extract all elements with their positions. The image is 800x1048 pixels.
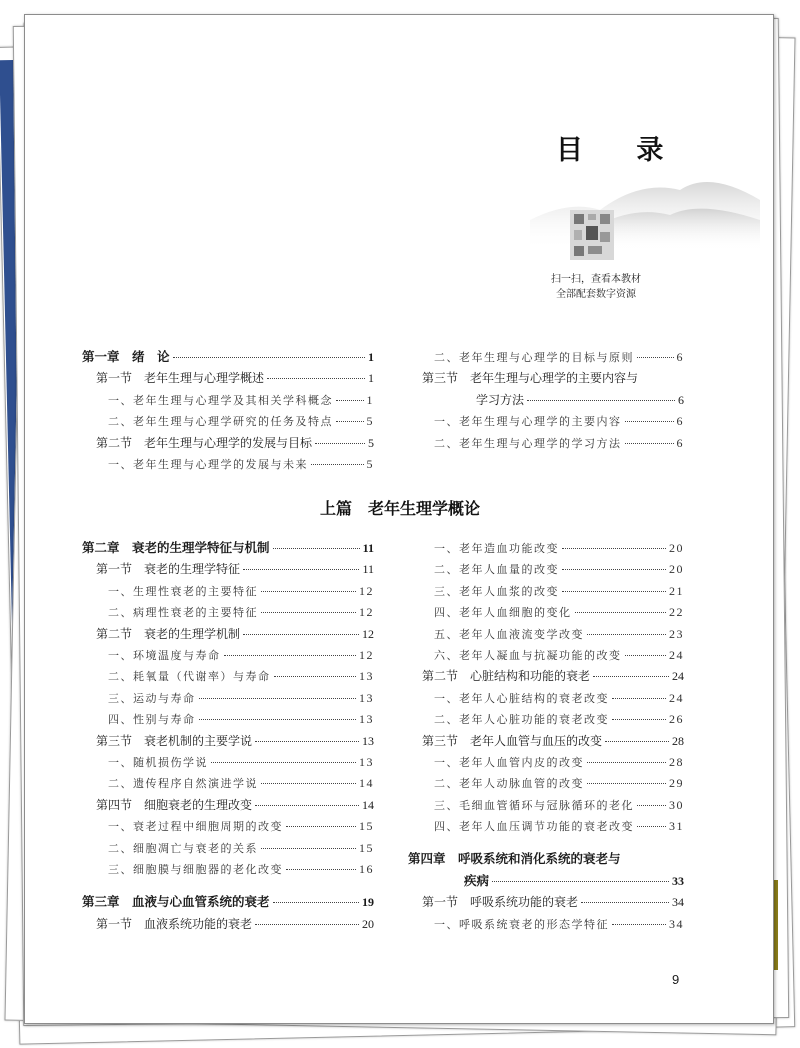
toc-page-number: 15 — [359, 819, 374, 834]
leader-dots — [336, 421, 364, 422]
toc-page-number: 6 — [676, 350, 684, 364]
toc-entry-title: 六、老年人凝血与抗凝功能的改变 — [434, 649, 622, 662]
toc-page-number: 11 — [362, 541, 374, 555]
page-title: 目 录 — [556, 135, 686, 166]
leader-dots — [273, 548, 360, 549]
qr-caption — [536, 272, 656, 302]
toc-entry[interactable] — [434, 580, 684, 602]
toc-entry-title: 第三节 老年人血管与血压的改变 — [422, 733, 603, 748]
toc-entry-title: 二、老年生理与心理学研究的任务及特点 — [108, 415, 333, 429]
toc-entry-title: 二、耗氧量（代谢率）与寿命 — [108, 670, 271, 684]
toc-page-number: 13 — [359, 690, 374, 705]
toc-entry-continuation[interactable] — [476, 389, 684, 411]
toc-entry[interactable] — [422, 665, 684, 687]
toc-entry[interactable] — [108, 410, 374, 432]
leader-dots — [311, 464, 364, 465]
toc-entry-title: 四、老年人血细胞的变化 — [434, 606, 572, 620]
toc-page-number: 20 — [669, 541, 684, 555]
leader-dots — [255, 805, 359, 806]
qr-code-icon[interactable] — [570, 210, 614, 260]
toc-entry-title: 二、老年人动脉血管的改变 — [434, 777, 584, 791]
toc-entry[interactable] — [108, 772, 374, 794]
toc-page-number: 13 — [362, 733, 374, 748]
leader-dots — [587, 634, 666, 635]
leader-dots — [562, 548, 666, 549]
leader-dots — [593, 676, 669, 677]
toc-entry-title: 第一节 呼吸系统功能的衰老 — [422, 895, 579, 910]
leader-dots — [261, 612, 356, 613]
toc-entry[interactable] — [434, 794, 684, 816]
toc-entry[interactable] — [96, 432, 374, 454]
toc-entry[interactable] — [434, 772, 684, 794]
toc-entry[interactable] — [434, 537, 684, 559]
toc-page-number: 6 — [676, 435, 684, 450]
toc-page-number: 34 — [669, 916, 684, 931]
toc-entry-title: 第四章 呼吸系统和消化系统的衰老与 — [408, 851, 621, 867]
toc-page-number: 6 — [678, 392, 684, 407]
leader-dots — [612, 924, 666, 925]
toc-entry[interactable] — [96, 794, 374, 816]
toc-page-number: 12 — [359, 583, 374, 598]
toc-entry-title: 三、细胞膜与细胞器的老化改变 — [108, 863, 283, 876]
toc-page-number: 13 — [359, 669, 374, 684]
toc-entry-title: 第一节 衰老的生理学特征 — [96, 562, 241, 577]
toc-page-number: 28 — [669, 755, 684, 769]
toc-entry-title: 四、老年人血压调节功能的衰老改变 — [434, 820, 634, 834]
toc-page-number: 19 — [362, 895, 374, 910]
toc-entry[interactable] — [434, 815, 684, 837]
leader-dots — [261, 783, 356, 784]
toc-page-number: 13 — [359, 755, 374, 769]
toc-entry[interactable] — [96, 730, 374, 752]
toc-entry[interactable] — [82, 891, 374, 913]
toc-entry-title: 二、老年人心脏功能的衰老改变 — [434, 713, 609, 727]
leader-dots — [605, 741, 669, 742]
toc-entry[interactable] — [96, 558, 374, 580]
toc-page-number: 14 — [359, 776, 374, 791]
toc-entry[interactable] — [434, 346, 684, 368]
toc-page-number: 6 — [676, 414, 684, 429]
toc-entry[interactable] — [434, 751, 684, 773]
toc-entry[interactable] — [108, 580, 374, 602]
toc-page-number: 5 — [368, 435, 374, 450]
toc-entry-title: 第一节 老年生理与心理学概述 — [96, 371, 265, 386]
leader-dots — [199, 719, 357, 720]
leader-dots — [211, 762, 356, 763]
leader-dots — [336, 400, 364, 401]
toc-entry[interactable] — [408, 848, 684, 870]
toc-page-number: 21 — [669, 583, 684, 598]
leader-dots — [224, 655, 357, 656]
toc-page-number: 1 — [368, 371, 374, 386]
toc-entry[interactable] — [108, 389, 374, 411]
toc-entry[interactable] — [108, 687, 374, 709]
toc-entry-title: 一、老年人心脏结构的衰老改变 — [434, 691, 609, 705]
toc-entry-title: 第二节 老年生理与心理学的发展与目标 — [96, 435, 313, 450]
toc-page-number: 12 — [359, 648, 374, 662]
leader-dots — [255, 924, 359, 925]
leader-dots — [587, 762, 666, 763]
toc-entry-title: 二、老年生理与心理学的学习方法 — [434, 436, 622, 450]
toc-page-number: 5 — [366, 457, 374, 471]
leader-dots — [637, 805, 666, 806]
toc-entry-title: 第三节 老年生理与心理学的主要内容与 — [422, 371, 639, 386]
toc-entry-title: 二、病理性衰老的主要特征 — [108, 606, 258, 620]
toc-entry-title: 二、遗传程序自然演进学说 — [108, 777, 258, 791]
leader-dots — [637, 826, 666, 827]
toc-entry-title: 五、老年人血液流变学改变 — [434, 627, 584, 641]
leader-dots — [492, 881, 669, 882]
toc-entry[interactable] — [108, 815, 374, 837]
leader-dots — [273, 902, 359, 903]
leader-dots — [587, 783, 666, 784]
qr-caption-line: 扫一扫，查看本教材 — [551, 274, 641, 285]
leader-dots — [255, 741, 359, 742]
leader-dots — [612, 719, 666, 720]
toc-page-number: 34 — [672, 895, 684, 910]
toc-page-number: 33 — [672, 873, 684, 888]
toc-entry[interactable] — [434, 558, 684, 580]
toc-page-number: 11 — [362, 562, 374, 577]
toc-entry[interactable] — [96, 367, 374, 389]
toc-page-number: 14 — [362, 797, 374, 812]
toc-entry-title: 一、老年生理与心理学及其相关学科概念 — [108, 393, 333, 407]
toc-page-number: 1 — [366, 392, 374, 407]
toc-entry-title: 三、毛细血管循环与冠脉循环的老化 — [434, 798, 634, 812]
toc-entry-title: 一、随机损伤学说 — [108, 756, 208, 769]
leader-dots — [173, 357, 365, 358]
toc-entry[interactable] — [434, 623, 684, 645]
toc-page-number: 29 — [669, 776, 684, 791]
toc-page-number: 12 — [359, 605, 374, 620]
toc-page-number: 24 — [672, 669, 684, 684]
leader-dots — [527, 400, 675, 401]
toc-entry[interactable] — [422, 891, 684, 913]
toc-entry-title: 疾病 — [464, 872, 490, 888]
toc-entry-title: 第二节 心脏结构和功能的衰老 — [422, 669, 591, 684]
leader-dots — [562, 591, 666, 592]
toc-entry[interactable] — [108, 751, 374, 773]
toc-entry-title: 第二章 衰老的生理学特征与机制 — [82, 540, 270, 555]
leader-dots — [575, 612, 667, 613]
leader-dots — [562, 569, 666, 570]
leader-dots — [612, 698, 666, 699]
leader-dots — [261, 591, 356, 592]
toc-entry[interactable] — [108, 601, 374, 623]
toc-entry-title: 第一节 血液系统功能的衰老 — [96, 916, 253, 931]
toc-entry-title: 第四节 细胞衰老的生理改变 — [96, 797, 253, 812]
toc-entry-title: 三、运动与寿命 — [108, 691, 196, 705]
toc-page-number: 1 — [368, 350, 374, 364]
toc-page-number: 20 — [669, 562, 684, 577]
toc-entry-title: 二、老年人血量的改变 — [434, 563, 559, 577]
toc-page-number: 22 — [669, 605, 684, 620]
toc-entry[interactable] — [434, 913, 684, 935]
toc-entry[interactable] — [434, 687, 684, 709]
toc-page-number: 16 — [359, 862, 374, 876]
toc-entry-title: 一、老年生理与心理学的主要内容 — [434, 415, 622, 429]
toc-page-number: 28 — [672, 733, 684, 748]
toc-entry[interactable] — [96, 913, 374, 935]
toc-page-number: 5 — [366, 414, 374, 429]
leader-dots — [274, 676, 357, 677]
leader-dots — [286, 826, 356, 827]
toc-entry[interactable] — [82, 537, 374, 559]
leader-dots — [637, 357, 674, 358]
toc-page-number: 24 — [669, 690, 684, 705]
toc-entry-title: 一、老年人血管内皮的改变 — [434, 756, 584, 769]
toc-entry[interactable] — [108, 837, 374, 859]
toc-entry-title: 第三节 衰老机制的主要学说 — [96, 733, 253, 748]
toc-entry-title: 一、衰老过程中细胞周期的改变 — [108, 820, 283, 834]
toc-page-number: 13 — [359, 712, 374, 727]
leader-dots — [315, 443, 365, 444]
leader-dots — [199, 698, 357, 699]
toc-page-number: 23 — [669, 626, 684, 641]
toc-entry-continuation[interactable] — [464, 870, 684, 892]
leader-dots — [286, 869, 356, 870]
toc-entry-title: 一、呼吸系统衰老的形态学特征 — [434, 917, 609, 931]
page-number: 9 — [672, 972, 680, 987]
toc-entry[interactable] — [434, 432, 684, 454]
toc-entry-title: 一、老年生理与心理学的发展与未来 — [108, 458, 308, 471]
toc-page-number: 30 — [669, 797, 684, 812]
toc-page-number: 26 — [669, 712, 684, 727]
toc-entry[interactable] — [108, 708, 374, 730]
mountain-illustration — [530, 160, 760, 250]
toc-entry-title: 一、环境温度与寿命 — [108, 649, 221, 662]
toc-page-number: 15 — [359, 840, 374, 855]
leader-dots — [581, 902, 669, 903]
toc-entry[interactable] — [96, 623, 374, 645]
toc-entry[interactable] — [108, 644, 374, 666]
toc-page-number: 12 — [362, 626, 374, 641]
toc-entry-title: 四、性别与寿命 — [108, 713, 196, 727]
qr-caption-line: 全部配套数字资源 — [556, 289, 636, 300]
toc-page-number: 24 — [669, 648, 684, 662]
leader-dots — [267, 378, 365, 379]
toc-entry-title: 二、细胞凋亡与衰老的关系 — [108, 841, 258, 855]
toc-entry-title: 二、老年生理与心理学的目标与原则 — [434, 351, 634, 364]
leader-dots — [243, 569, 359, 570]
toc-entry[interactable] — [422, 367, 684, 389]
leader-dots — [261, 848, 356, 849]
toc-page-number: 31 — [669, 819, 684, 834]
toc-entry-title: 第二节 衰老的生理学机制 — [96, 626, 241, 641]
toc-entry[interactable] — [434, 644, 684, 666]
toc-entry[interactable] — [108, 665, 374, 687]
toc-entry[interactable] — [422, 730, 684, 752]
toc-entry[interactable] — [434, 410, 684, 432]
toc-entry-title: 学习方法 — [476, 392, 525, 407]
toc-entry[interactable] — [434, 601, 684, 623]
toc-entry-title: 三、老年人血浆的改变 — [434, 584, 559, 598]
toc-entry[interactable] — [108, 858, 374, 880]
toc-entry[interactable] — [108, 453, 374, 475]
leader-dots — [243, 634, 359, 635]
toc-entry[interactable] — [434, 708, 684, 730]
leader-dots — [625, 443, 674, 444]
toc-entry-title: 一、老年造血功能改变 — [434, 542, 559, 555]
leader-dots — [625, 421, 674, 422]
toc-entry-title: 第三章 血液与心血管系统的衰老 — [82, 894, 270, 910]
toc-entry-title: 第一章 绪 论 — [82, 349, 170, 364]
toc-entry[interactable] — [82, 346, 374, 368]
toc-entry-title: 一、生理性衰老的主要特征 — [108, 584, 258, 598]
part-heading: 上篇 老年生理学概论 — [319, 499, 480, 518]
toc-page-number: 20 — [362, 916, 374, 931]
leader-dots — [625, 655, 667, 656]
